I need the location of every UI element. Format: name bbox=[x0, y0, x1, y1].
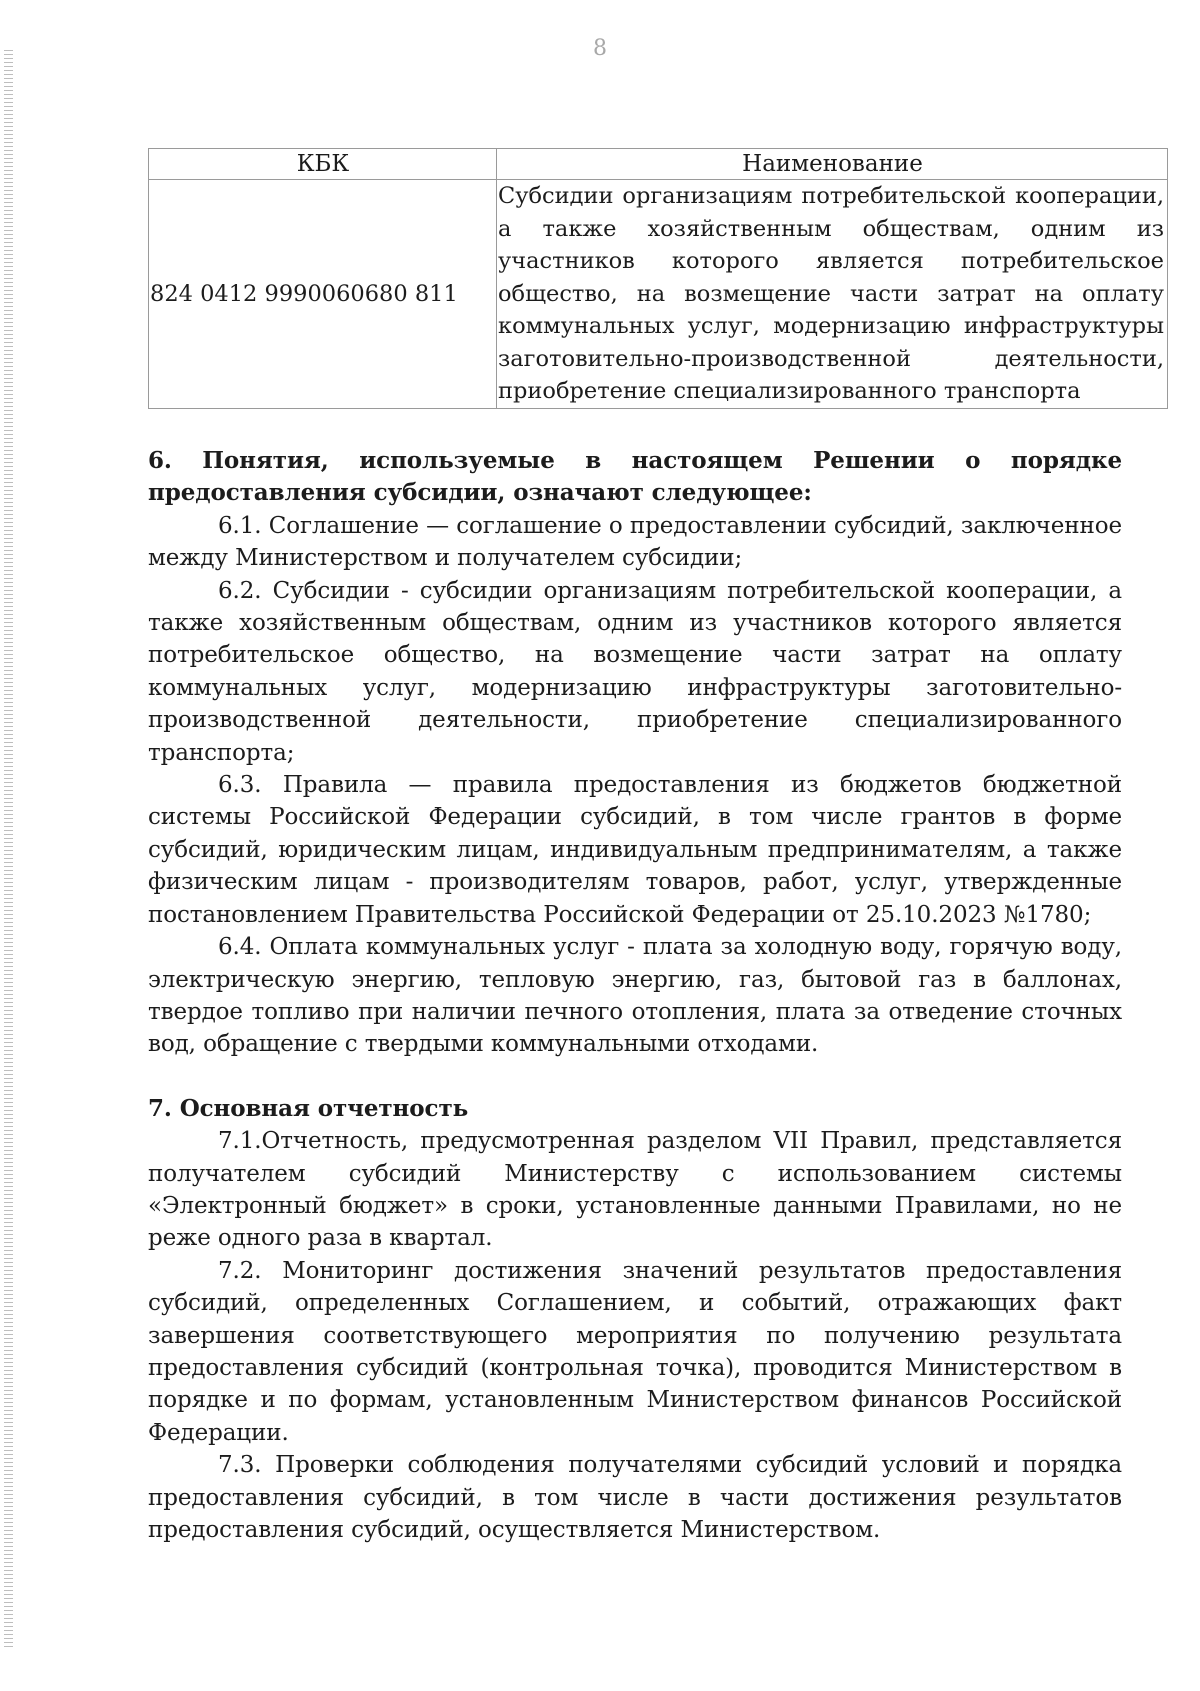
paragraph-6-2: 6.2. Субсидии - субсидии организациям потребительской кооперации, а также хозяйственным обществам, одним из участников которого является потребительское общество, на возмещение части затрат на оплату коммунальных услуг, модернизацию инфраструктуры заготовительно-производственной деятельности, приобретение специализированного транспорта; bbox=[148, 577, 1122, 766]
paragraph-7-1: 7.1.Отчетность, предусмотренная разделом VII Правил, представляется получателем субсидий Министерству с использованием системы «Электронный бюджет» в сроки, установленные данными Правилами, но не реже одного раза в квартал. bbox=[148, 1128, 1122, 1252]
section-spacer bbox=[148, 1061, 1122, 1093]
paragraph-6-3: 6.3. Правила — правила предоставления из бюджетов бюджетной системы Российской Федерации субсидий, в том числе грантов в форме субсидий, юридическим лицам, индивидуальным предпринимателям, а также физическим лицам - производителям товаров, работ, услуг, утвержденные постановлением Правительства Российской Федерации от 25.10.2023 №1780; bbox=[148, 772, 1122, 928]
section-7-heading: 7. Основная отчетность bbox=[148, 1094, 469, 1122]
header-kbk: КБК bbox=[149, 149, 497, 180]
kbk-name-cell: Субсидии организациям потребительской кооперации, а также хозяйственным обществам, одним из участников которого является потребительское общество, на возмещение части затрат на оплату коммунальных услуг, модернизацию инфраструктуры заготовительно-производственной деятельности, приобретение специализированного транспорта bbox=[497, 180, 1168, 409]
kbk-code-cell: 824 0412 9990060680 811 bbox=[149, 180, 497, 409]
paragraph-6-4: 6.4. Оплата коммунальных услуг - плата за холодную воду, горячую воду, электрическую энергию, тепловую энергию, газ, бытовой газ в баллонах, твердое топливо при наличии печного отопления, плата за отведение сточных вод, обращение с твердыми коммунальными отходами. bbox=[148, 934, 1122, 1058]
paragraph-7-3: 7.3. Проверки соблюдения получателями субсидий условий и порядка предоставления субсидий, в том числе в части достижения результатов предоставления субсидий, осуществляется Министерством. bbox=[148, 1452, 1122, 1543]
table-header-row bbox=[149, 149, 1168, 180]
document-body bbox=[148, 445, 1122, 1546]
page-number: 8 bbox=[593, 36, 607, 61]
kbk-table bbox=[148, 148, 1168, 409]
table-row bbox=[149, 180, 1168, 409]
section-6-heading: 6. Понятия, используемые в настоящем Решении о порядке предоставления субсидии, означают следующее: bbox=[148, 447, 1122, 507]
paragraph-7-2: 7.2. Мониторинг достижения значений результатов предоставления субсидий, определенных Соглашением, и событий, отражающих факт завершения соответствующего мероприятия по получению результата предоставления субсидий (контрольная точка), проводится Министерством в порядке и по формам, установленным Министерством финансов Российской Федерации. bbox=[148, 1257, 1122, 1446]
scan-edge-artifact bbox=[4, 50, 13, 1650]
header-name: Наименование bbox=[497, 149, 1168, 180]
paragraph-6-1: 6.1. Соглашение — соглашение о предоставлении субсидий, заключенное между Министерством и получателем субсидии; bbox=[148, 512, 1122, 572]
